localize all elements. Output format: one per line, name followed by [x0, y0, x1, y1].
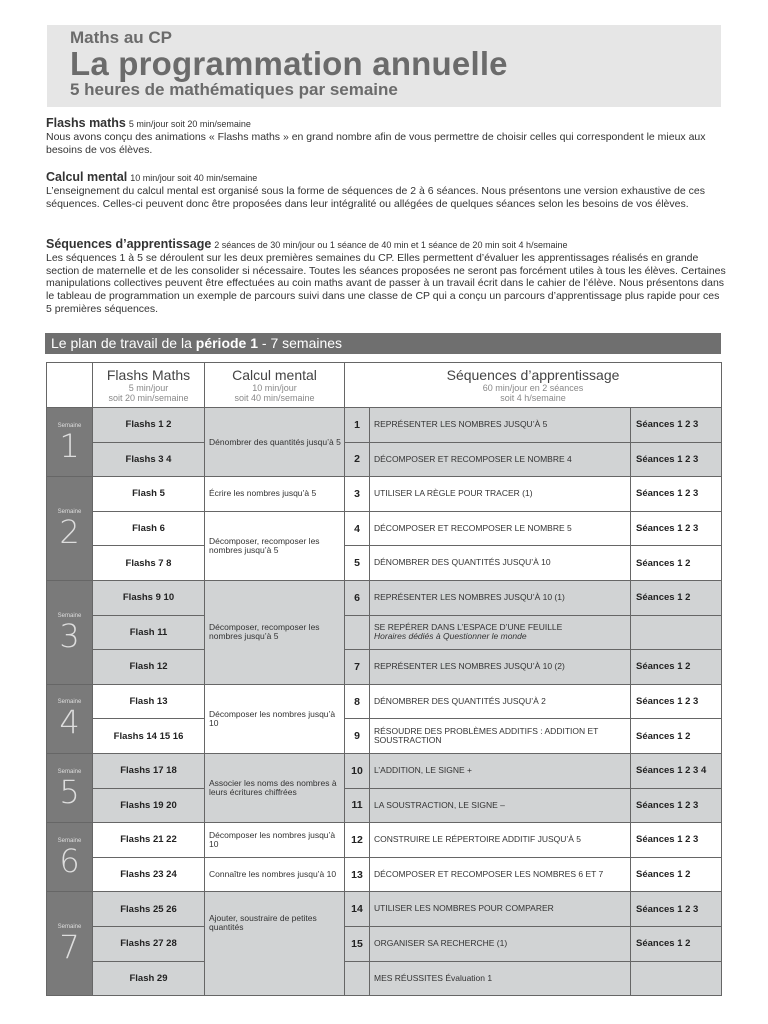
seances-cell [631, 961, 722, 996]
calcul-cell: Décomposer, recomposer les nombres jusqu’à 5 [205, 580, 345, 684]
sequence-title: LA SOUSTRACTION, LE SIGNE – [370, 788, 631, 823]
flash-cell: Flashs 25 26 [93, 892, 205, 927]
sequence-title: ORGANISER SA RECHERCHE (1) [370, 926, 631, 961]
table-row [47, 650, 722, 685]
week-label: Semaine [57, 422, 82, 429]
calcul-cell: Ajouter, soustraire de petites quantités [205, 892, 345, 996]
sequence-number [345, 615, 370, 650]
table-row [47, 753, 722, 788]
sequence-number: 9 [345, 719, 370, 754]
seances-cell: Séances 1 2 3 4 [631, 753, 722, 788]
flash-cell: Flash 12 [93, 650, 205, 685]
calcul-cell: Associer les noms des nombres à leurs écritures chiffrées [205, 753, 345, 822]
sequence-number: 15 [345, 926, 370, 961]
page-title: La programmation annuelle [70, 45, 508, 82]
table-row [47, 823, 722, 858]
sequence-title: MES RÉUSSITES Évaluation 1 [370, 961, 631, 996]
table-row [47, 511, 722, 546]
sequence-number: 5 [345, 546, 370, 581]
week-number: 1 [59, 426, 80, 465]
flash-cell: Flashs 7 8 [93, 546, 205, 581]
week-label: Semaine [57, 509, 82, 516]
sequence-number: 10 [345, 753, 370, 788]
table-row [47, 442, 722, 477]
week-number: 3 [59, 616, 80, 655]
intro-calcul [46, 171, 726, 210]
header-flashs-line2: soit 20 min/semaine [108, 392, 189, 403]
week-label: Semaine [57, 837, 82, 844]
sequence-number: 8 [345, 684, 370, 719]
sequence-title [370, 615, 631, 650]
sequence-note: Horaires dédiés à Questionner le monde [374, 631, 527, 642]
sequence-number [345, 961, 370, 996]
sequence-title: RÉSOUDRE DES PROBLÈMES ADDITIFS : ADDITION ET SOUSTRACTION [370, 719, 631, 754]
seances-cell: Séances 1 2 3 [631, 477, 722, 512]
table-row [47, 788, 722, 823]
header-sequences [345, 363, 722, 408]
plan-title-suffix: - 7 semaines [258, 335, 343, 351]
table-row [47, 719, 722, 754]
sequence-title-text: SE REPÉRER DANS L’ESPACE D’UNE FEUILLE [374, 621, 563, 632]
calcul-cell: Connaître les nombres jusqu’à 10 [205, 857, 345, 892]
flash-cell: Flash 5 [93, 477, 205, 512]
header-flashs-line1: 5 min/jour [128, 382, 169, 393]
header-calcul-title: Calcul mental [232, 366, 317, 383]
sequence-title: UTILISER LA RÈGLE POUR TRACER (1) [370, 477, 631, 512]
flash-cell: Flash 11 [93, 615, 205, 650]
sequence-title: REPRÉSENTER LES NOMBRES JUSQU’À 10 (1) [370, 580, 631, 615]
sequence-number: 3 [345, 477, 370, 512]
intro-flashs-duration: 5 min/jour soit 20 min/semaine [128, 119, 251, 129]
sequence-number: 7 [345, 650, 370, 685]
header-flashs [93, 363, 205, 408]
week-number: 2 [59, 513, 80, 552]
table-row [47, 477, 722, 512]
seances-cell: Séances 1 2 [631, 546, 722, 581]
header-sequences-line2: soit 4 h/semaine [500, 392, 566, 403]
calcul-cell: Décomposer les nombres jusqu’à 10 [205, 823, 345, 858]
header-calcul-line2: soit 40 min/semaine [234, 392, 315, 403]
sequence-title: DÉCOMPOSER ET RECOMPOSER LE NOMBRE 4 [370, 442, 631, 477]
header-flashs-title: Flashs Maths [106, 366, 191, 383]
table-row [47, 926, 722, 961]
sequence-title: DÉNOMBRER DES QUANTITÉS JUSQU’À 2 [370, 684, 631, 719]
intro-flashs [46, 117, 726, 156]
intro-sequences-duration: 2 séances de 30 min/jour ou 1 séance de 40 min et 1 séance de 20 min soit 4 h/semaine [214, 240, 568, 250]
sequence-number: 1 [345, 408, 370, 443]
calcul-cell: Dénombrer des quantités jusqu’à 5 [205, 408, 345, 477]
week-2-cell [47, 477, 93, 581]
intro-sequences [46, 238, 726, 316]
seances-cell: Séances 1 2 [631, 650, 722, 685]
table-row [47, 684, 722, 719]
sequence-number: 12 [345, 823, 370, 858]
sequence-title: DÉNOMBRER DES QUANTITÉS JUSQU’À 10 [370, 546, 631, 581]
week-number: 4 [59, 703, 80, 742]
intro-flashs-title: Flashs maths [46, 116, 126, 130]
table-header-row [47, 363, 722, 408]
sequence-title: L’ADDITION, LE SIGNE + [370, 753, 631, 788]
flash-cell: Flashs 9 10 [93, 580, 205, 615]
week-label: Semaine [57, 924, 82, 931]
seances-cell: Séances 1 2 [631, 926, 722, 961]
table-row [47, 857, 722, 892]
sequence-title: UTILISER LES NOMBRES POUR COMPARER [370, 892, 631, 927]
intro-calcul-duration: 10 min/jour soit 40 min/semaine [130, 173, 258, 183]
plan-title-prefix: Le plan de travail de la [51, 335, 196, 351]
sequence-number: 6 [345, 580, 370, 615]
page-header [47, 25, 721, 107]
plan-table [46, 362, 722, 996]
sequence-title: REPRÉSENTER LES NOMBRES JUSQU’À 5 [370, 408, 631, 443]
seances-cell: Séances 1 2 3 [631, 823, 722, 858]
flash-cell: Flashs 14 15 16 [93, 719, 205, 754]
intro-calcul-title: Calcul mental [46, 170, 128, 184]
flash-cell: Flashs 19 20 [93, 788, 205, 823]
intro-calcul-text: L’enseignement du calcul mental est organisé sous la forme de séquences de 2 à 6 séances. Nous présentons une version exhaustive de ces séquences. Celles-ci peuvent donc être proposées dans leur intégralité ou allégées de quelques séances selon les besoins de vos élèves. [46, 184, 705, 210]
sequence-title: REPRÉSENTER LES NOMBRES JUSQU’À 10 (2) [370, 650, 631, 685]
sequence-number: 2 [345, 442, 370, 477]
week-number: 5 [59, 772, 80, 811]
week-1-cell [47, 408, 93, 477]
header-week-cell [47, 363, 93, 408]
flash-cell: Flash 13 [93, 684, 205, 719]
sequence-title: CONSTRUIRE LE RÉPERTOIRE ADDITIF JUSQU’À 5 [370, 823, 631, 858]
week-5-cell [47, 753, 93, 822]
seances-cell: Séances 1 2 3 [631, 442, 722, 477]
seances-cell: Séances 1 2 3 [631, 892, 722, 927]
seances-cell: Séances 1 2 3 [631, 684, 722, 719]
calcul-cell: Décomposer les nombres jusqu’à 10 [205, 684, 345, 753]
table-row [47, 961, 722, 996]
calcul-cell: Écrire les nombres jusqu’à 5 [205, 477, 345, 512]
seances-cell: Séances 1 2 [631, 719, 722, 754]
week-3-cell [47, 580, 93, 684]
seances-cell: Séances 1 2 [631, 580, 722, 615]
seances-cell [631, 615, 722, 650]
header-sequences-title: Séquences d’apprentissage [446, 366, 620, 383]
flash-cell: Flashs 1 2 [93, 408, 205, 443]
intro-flashs-text: Nous avons conçu des animations « Flashs maths » en grand nombre afin de vous permettre de choisir celles qui correspondent le mieux aux besoins de vos élèves. [46, 130, 706, 156]
header-subtitle: Maths au CP [70, 28, 173, 47]
table-row [47, 546, 722, 581]
week-number: 7 [59, 928, 80, 967]
week-label: Semaine [57, 699, 82, 706]
header-subtitle-2: 5 heures de mathématiques par semaine [70, 80, 398, 99]
flash-cell: Flashs 27 28 [93, 926, 205, 961]
seances-cell: Séances 1 2 3 [631, 511, 722, 546]
sequence-number: 13 [345, 857, 370, 892]
intro-sequences-title: Séquences d’apprentissage [46, 237, 212, 251]
flash-cell: Flashs 17 18 [93, 753, 205, 788]
table-row [47, 892, 722, 927]
flash-cell: Flash 6 [93, 511, 205, 546]
header-sequences-line1: 60 min/jour en 2 séances [482, 382, 584, 393]
flash-cell: Flash 29 [93, 961, 205, 996]
sequence-title: DÉCOMPOSER ET RECOMPOSER LE NOMBRE 5 [370, 511, 631, 546]
seances-cell: Séances 1 2 3 [631, 408, 722, 443]
table-row [47, 615, 722, 650]
seances-cell: Séances 1 2 3 [631, 788, 722, 823]
plan-title-bar [45, 333, 721, 354]
flash-cell: Flashs 21 22 [93, 823, 205, 858]
flash-cell: Flashs 3 4 [93, 442, 205, 477]
header-calcul-line1: 10 min/jour [252, 382, 297, 393]
table-row [47, 580, 722, 615]
week-label: Semaine [57, 768, 82, 775]
week-label: Semaine [57, 612, 82, 619]
week-7-cell [47, 892, 93, 996]
table-row [47, 408, 722, 443]
flash-cell: Flashs 23 24 [93, 857, 205, 892]
seances-cell: Séances 1 2 [631, 857, 722, 892]
week-number: 6 [59, 841, 80, 880]
intro-sequences-text: Les séquences 1 à 5 se déroulent sur les deux premières semaines du CP. Elles permettent d’évaluer les apprentissages réalisés en grande section de maternelle et de les consolider si nécessaire. Toutes les séances proposées ne seront pas forcément utiles à tous les élèves. Certaines manipulations collectives peuvent être effectuées au coin maths avant de passer à un travail écrit dans le cahier de l’élève. Nous présentons dans le tableau de programmation un exemple de parcours suivi dans une classe de CP qui a conçu un parcours d’apprentissage plus rapide pour ces 5 premières séquences. [46, 251, 726, 315]
header-calcul [205, 363, 345, 408]
sequence-title: DÉCOMPOSER ET RECOMPOSER LES NOMBRES 6 ET 7 [370, 857, 631, 892]
sequence-number: 11 [345, 788, 370, 823]
sequence-number: 4 [345, 511, 370, 546]
sequence-number: 14 [345, 892, 370, 927]
week-6-cell [47, 823, 93, 892]
plan-title-period: période 1 [195, 335, 259, 351]
week-4-cell [47, 684, 93, 753]
calcul-cell: Décomposer, recomposer les nombres jusqu’à 5 [205, 511, 345, 580]
